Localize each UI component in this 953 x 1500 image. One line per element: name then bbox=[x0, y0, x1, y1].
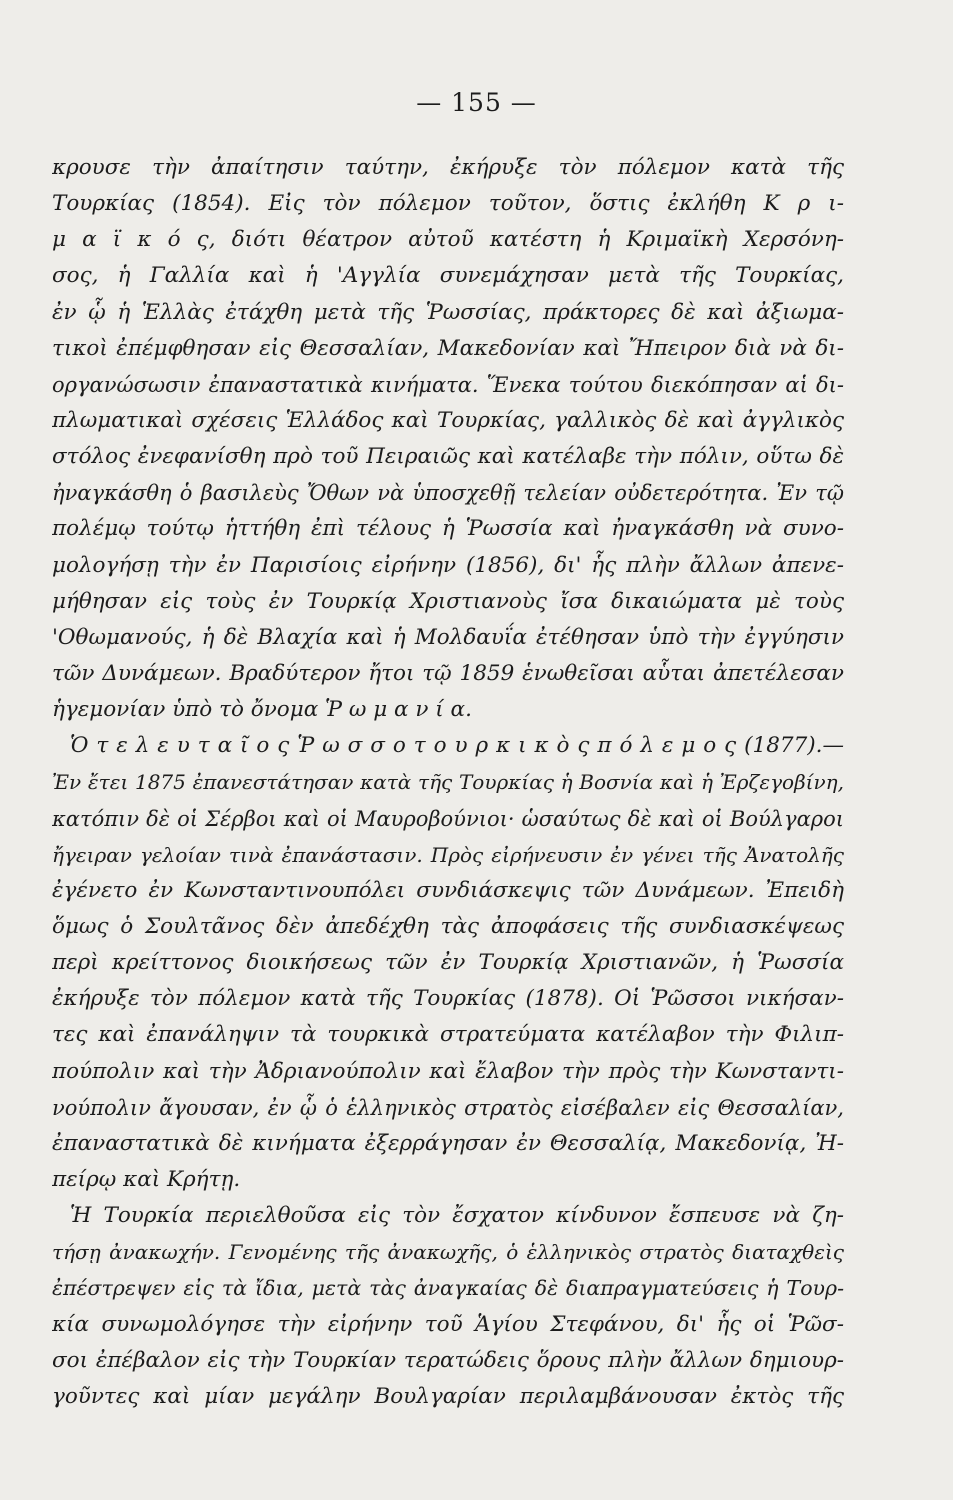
text-line: πείρῳ καὶ Κρήτῃ. bbox=[52, 1166, 241, 1192]
text-line: στόλος ἐνεφανίσθη πρὸ τοῦ Πειραιῶς καὶ κατέλαβε τὴν πόλιν, οὕτω δὲ bbox=[52, 444, 844, 470]
text-line: ἤγειραν γελοίαν τινὰ ἐπανάστασιν. Πρὸς εἰρήνευσιν ἐν γένει τῆς Ἀνατολῆς bbox=[52, 842, 844, 867]
text-line: πολέμῳ τούτῳ ἡττήθη ἐπὶ τέλους ἡ Ῥωσσία καὶ ἠναγκάσθη νὰ συνο- bbox=[52, 516, 844, 542]
text-line: Ἡ Τουρκία περιελθοῦσα εἰς τὸν ἔσχατον κίνδυνον ἔσπευσε νὰ ζη- bbox=[70, 1203, 844, 1229]
text-line: σοι ἐπέβαλον εἰς τὴν Τουρκίαν τερατώδεις ὅρους πλὴν ἄλλων δημιουρ- bbox=[52, 1347, 844, 1373]
text-line: ἐκήρυξε τὸν πόλεμον κατὰ τῆς Τουρκίας (1878). Οἱ Ῥῶσσοι νικήσαν- bbox=[52, 986, 844, 1012]
text-line: μ α ϊ κ ό ς, διότι θέατρον αὐτοῦ κατέστη ἡ Κριμαϊκὴ Χερσόνη- bbox=[52, 227, 844, 253]
text-line: κία συνωμολόγησε τὴν εἰρήνην τοῦ Ἁγίου Στεφάνου, δι' ἧς οἱ Ῥῶσ- bbox=[52, 1311, 844, 1337]
text-line: τικοὶ ἐπέμφθησαν εἰς Θεσσαλίαν, Μακεδονίαν καὶ Ἤπειρον διὰ νὰ δι- bbox=[52, 335, 844, 361]
text-line: τῶν Δυνάμεων. Βραδύτερον ἤτοι τῷ 1859 ἑνωθεῖσαι αὗται ἀπετέλεσαν bbox=[52, 660, 844, 686]
text-line: ὅμως ὁ Σουλτᾶνος δὲν ἀπεδέχθη τὰς ἀποφάσεις τῆς συνδιασκέψεως bbox=[52, 913, 844, 939]
text-line: ἐν ᾧ ἡ Ἑλλὰς ἐτάχθη μετὰ τῆς Ῥωσσίας, πράκτορες δὲ καὶ ἀξιωμα- bbox=[52, 299, 844, 325]
text-line: οργανώσωσιν ἐπαναστατικὰ κινήματα. Ἕνεκα τούτου διεκόπησαν αἱ δι- bbox=[52, 372, 844, 397]
section-heading-line: Ὁ τ ε λ ε υ τ α ῖ ο ς Ῥ ω σ σ ο τ ο υ ρ κ ι κ ὸ ς π ό λ ε μ ο ς (1877).— bbox=[70, 733, 844, 759]
text-line: πλωματικαὶ σχέσεις Ἑλλάδος καὶ Τουρκίας, γαλλικὸς δὲ καὶ ἀγγλικὸς bbox=[52, 407, 844, 433]
text-line: μολογήσῃ τὴν ἐν Παρισίοις εἰρήνην (1856), δι' ἧς πλὴν ἄλλων ἀπενε- bbox=[52, 552, 844, 578]
text-line: νούπολιν ἄγουσαν, ἐν ᾧ ὁ ἑλληνικὸς στρατὸς εἰσέβαλεν εἰς Θεσσαλίαν, bbox=[52, 1095, 844, 1120]
page-number: — 155 — bbox=[416, 88, 537, 117]
body-text bbox=[52, 150, 844, 1415]
text-line: μήθησαν εἰς τοὺς ἐν Τουρκίᾳ Χριστιανοὺς ἴσα δικαιώματα μὲ τοὺς bbox=[52, 588, 844, 614]
text-line: Τουρκίας (1854). Εἰς τὸν πόλεμον τοῦτον, ὅστις ἐκλήθη Κ ρ ι- bbox=[52, 191, 844, 217]
text-line: γοῦντες καὶ μίαν μεγάλην Βουλγαρίαν περιλαμβάνουσαν ἐκτὸς τῆς bbox=[52, 1383, 844, 1409]
text-line: πούπολιν καὶ τὴν Ἀδριανούπολιν καὶ ἔλαβον τὴν πρὸς τὴν Κωνσταντι- bbox=[52, 1058, 844, 1084]
text-line: Ἐν ἔτει 1875 ἐπανεστάτησαν κατὰ τῆς Τουρκίας ἡ Βοσνία καὶ ἡ Ἐρζεγοβίνη, bbox=[52, 770, 844, 795]
text-line: ἐπαναστατικὰ δὲ κινήματα ἐξερράγησαν ἐν Θεσσαλίᾳ, Μακεδονίᾳ, Ἠ- bbox=[52, 1130, 844, 1156]
text-line: ἐπέστρεψεν εἰς τὰ ἴδια, μετὰ τὰς ἀναγκαίας δὲ διαπραγματεύσεις ἡ Τουρ- bbox=[52, 1276, 844, 1301]
text-line: ἡγεμονίαν ὑπὸ τὸ ὄνομα Ῥ ω μ α ν ί α. bbox=[52, 697, 472, 723]
text-line: σος, ἡ Γαλλία καὶ ἡ 'Αγγλία συνεμάχησαν μετὰ τῆς Τουρκίας, bbox=[52, 263, 844, 289]
text-line: 'Οθωμανούς, ἡ δὲ Βλαχία καὶ ἡ Μολδαυΐα ἐτέθησαν ὑπὸ τὴν ἐγγύησιν bbox=[52, 624, 844, 650]
text-line: κρουσε τὴν ἀπαίτησιν ταύτην, ἐκήρυξε τὸν πόλεμον κατὰ τῆς bbox=[52, 155, 844, 180]
text-line: τήσῃ ἀνακωχήν. Γενομένης τῆς ἀνακωχῆς, ὁ ἑλληνικὸς στρατὸς διαταχθεὶς bbox=[52, 1240, 844, 1265]
text-line: ἠναγκάσθη ὁ βασιλεὺς Ὄθων νὰ ὑποσχεθῇ τελείαν οὐδετερότητα. Ἐν τῷ bbox=[52, 481, 844, 506]
text-line: περὶ κρείττονος διοικήσεως τῶν ἐν Τουρκίᾳ Χριστιανῶν, ἡ Ῥωσσία bbox=[52, 950, 844, 976]
text-line: τες καὶ ἐπανάληψιν τὰ τουρκικὰ στρατεύματα κατέλαβον τὴν Φιλιπ- bbox=[52, 1022, 844, 1048]
text-line: ἐγένετο ἐν Κωνσταντινουπόλει συνδιάσκεψις τῶν Δυνάμεων. Ἐπειδὴ bbox=[52, 877, 844, 903]
text-line: κατόπιν δὲ οἱ Σέρβοι καὶ οἱ Μαυροβούνιοι· ὡσαύτως δὲ καὶ οἱ Βούλγαροι bbox=[52, 806, 844, 831]
